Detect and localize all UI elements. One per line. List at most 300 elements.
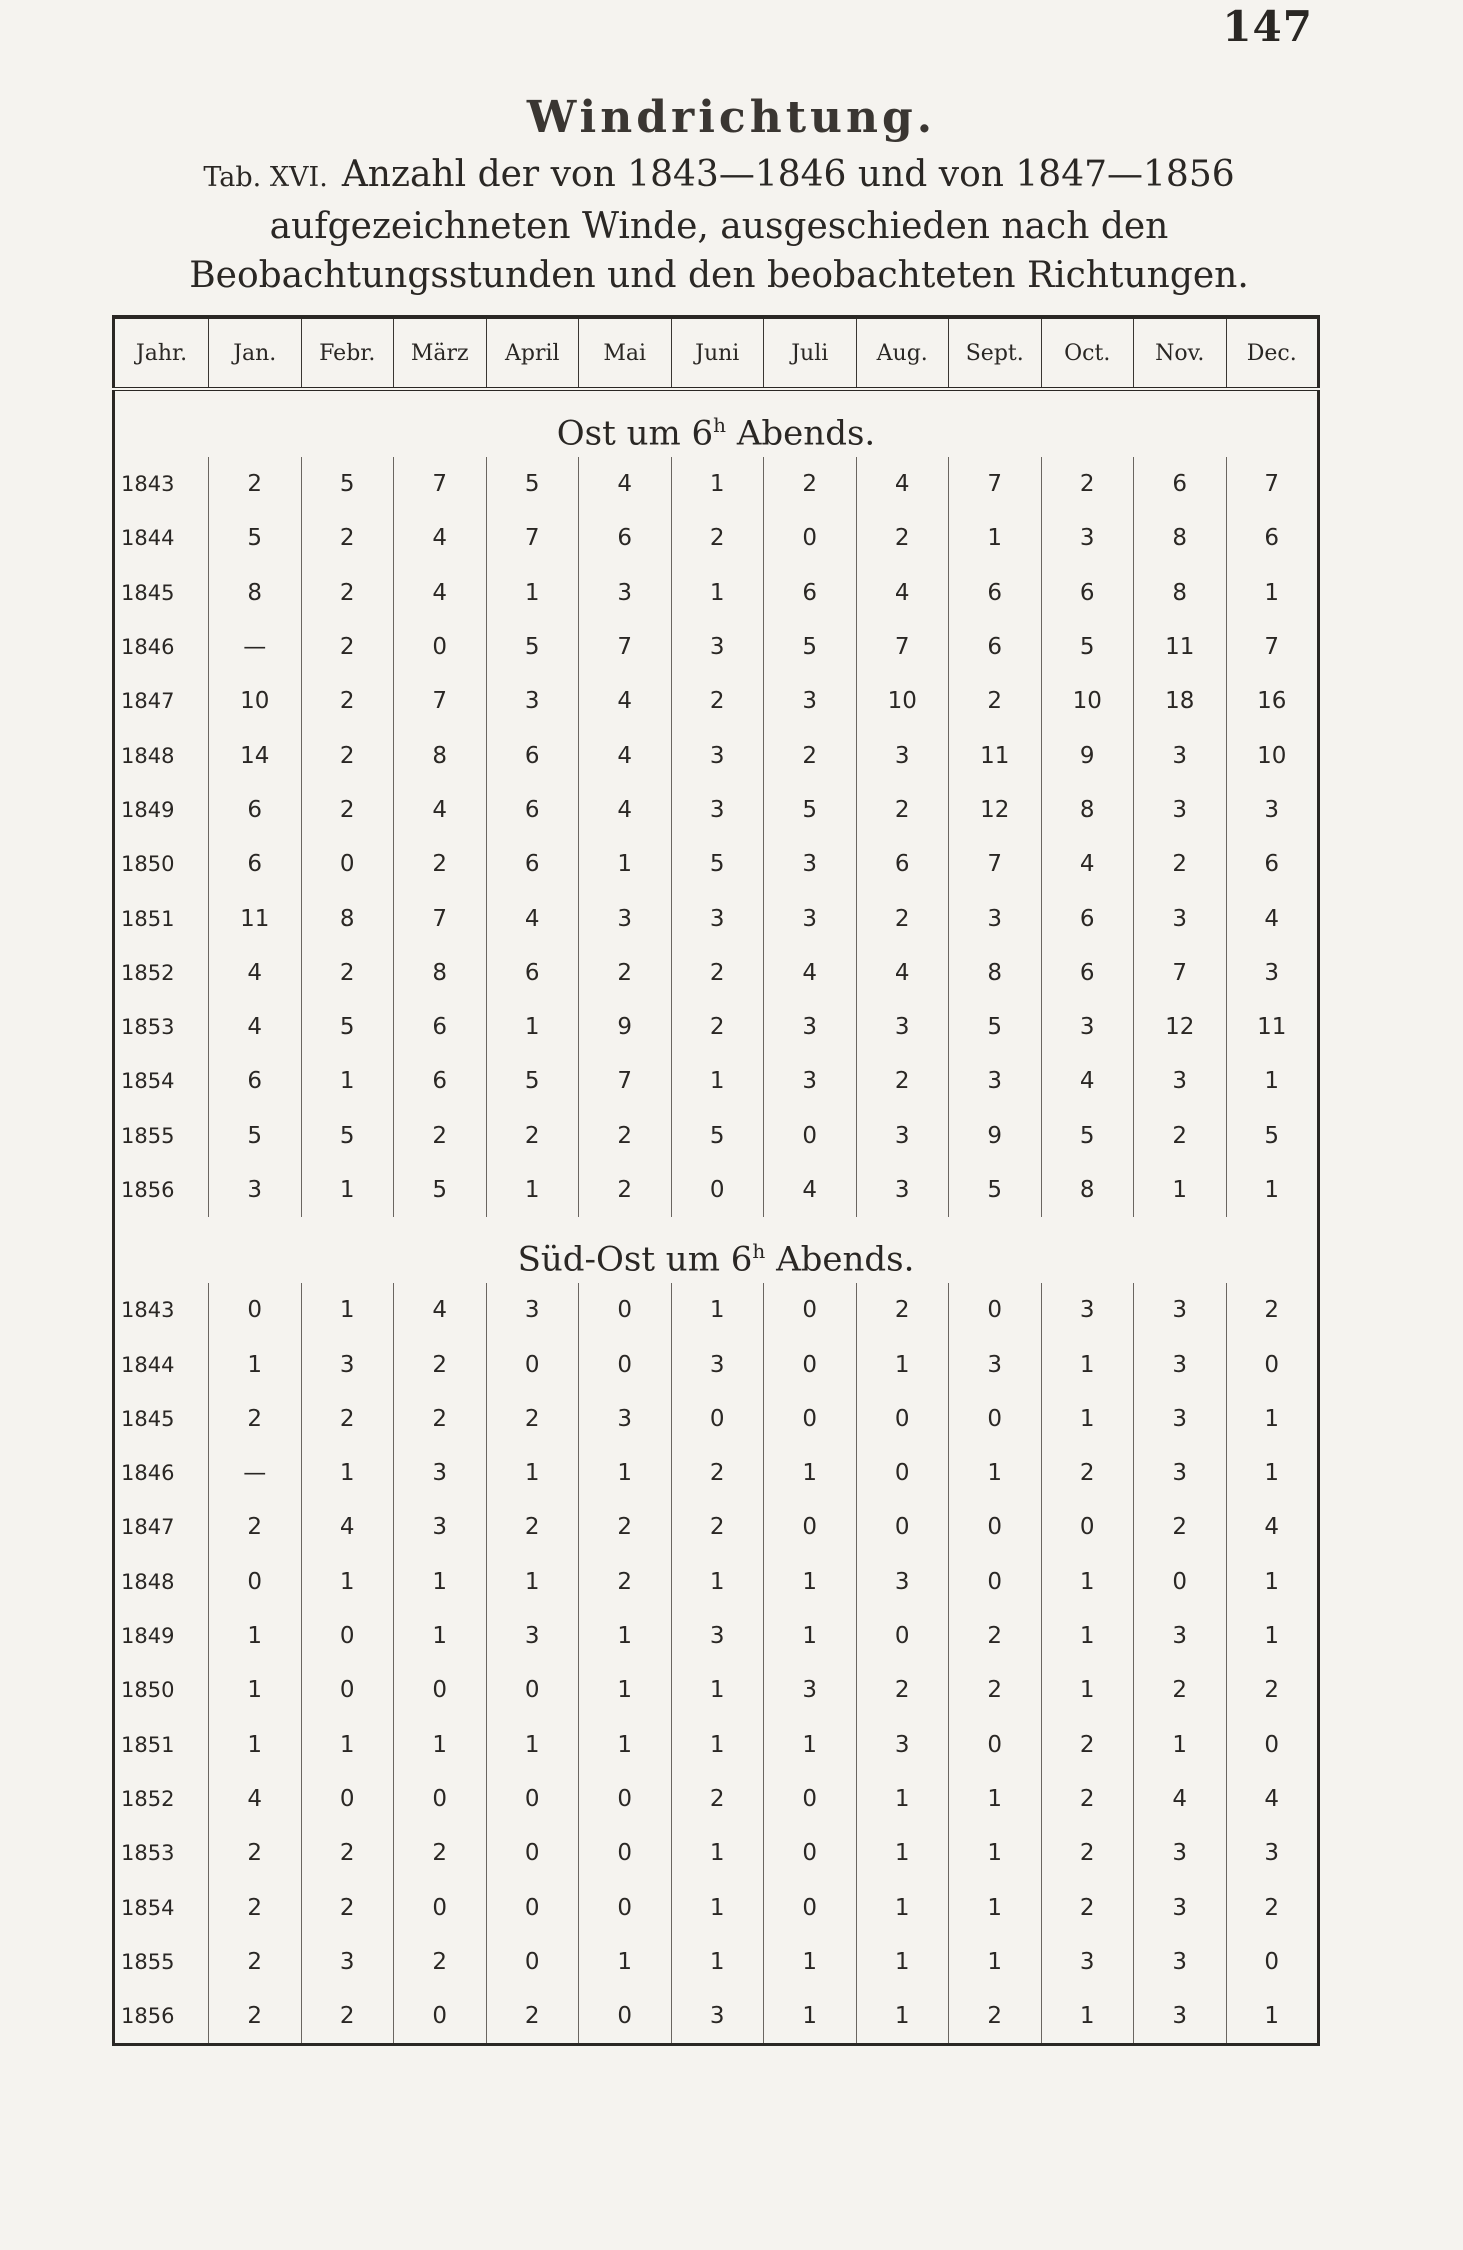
page-number: 147 bbox=[1222, 2, 1313, 51]
table-body bbox=[114, 389, 1319, 2045]
year-cell: 1848 bbox=[114, 1555, 209, 1609]
count-cell: 2 bbox=[1041, 457, 1134, 511]
count-cell: 4 bbox=[1041, 837, 1134, 891]
count-cell: 2 bbox=[856, 783, 949, 837]
count-cell: 2 bbox=[209, 1392, 302, 1446]
count-cell: 0 bbox=[486, 1935, 579, 1989]
count-cell: 1 bbox=[671, 1663, 764, 1717]
count-cell: 1 bbox=[209, 1337, 302, 1391]
count-cell: 0 bbox=[301, 1663, 394, 1717]
count-cell: 4 bbox=[1134, 1772, 1227, 1826]
count-cell: 2 bbox=[671, 1772, 764, 1826]
count-cell: 1 bbox=[301, 1718, 394, 1772]
year-cell: 1853 bbox=[114, 1000, 209, 1054]
count-cell: 4 bbox=[394, 566, 487, 620]
count-cell: 2 bbox=[856, 1283, 949, 1337]
count-cell: 2 bbox=[671, 946, 764, 1000]
count-cell: 1 bbox=[764, 1989, 857, 2045]
count-cell: 2 bbox=[1041, 1446, 1134, 1500]
count-cell: 1 bbox=[949, 1772, 1042, 1826]
count-cell: 1 bbox=[671, 566, 764, 620]
count-cell: 2 bbox=[301, 1880, 394, 1934]
year-cell: 1848 bbox=[114, 728, 209, 782]
count-cell: 1 bbox=[579, 1663, 672, 1717]
count-cell: 0 bbox=[209, 1283, 302, 1337]
count-cell: 5 bbox=[486, 1054, 579, 1108]
count-cell: 4 bbox=[394, 1283, 487, 1337]
count-cell: 3 bbox=[856, 1109, 949, 1163]
table-row bbox=[114, 1718, 1319, 1772]
count-cell: 9 bbox=[949, 1109, 1042, 1163]
table-row bbox=[114, 1555, 1319, 1609]
count-cell: 7 bbox=[579, 1054, 672, 1108]
count-cell: 0 bbox=[856, 1392, 949, 1446]
count-cell: 0 bbox=[486, 1772, 579, 1826]
count-cell: 0 bbox=[856, 1446, 949, 1500]
count-cell: 8 bbox=[1134, 566, 1227, 620]
count-cell: 4 bbox=[764, 946, 857, 1000]
count-cell: 6 bbox=[486, 783, 579, 837]
count-cell: 4 bbox=[856, 457, 949, 511]
count-cell: 1 bbox=[301, 1054, 394, 1108]
count-cell: 2 bbox=[486, 1500, 579, 1554]
count-cell: 6 bbox=[209, 1054, 302, 1108]
count-cell: 0 bbox=[394, 1989, 487, 2045]
count-cell: 7 bbox=[486, 511, 579, 565]
year-cell: 1843 bbox=[114, 1283, 209, 1337]
count-cell: 2 bbox=[301, 783, 394, 837]
count-cell: 1 bbox=[579, 1446, 672, 1500]
column-header-month: Nov. bbox=[1134, 317, 1227, 389]
count-cell: 3 bbox=[856, 1555, 949, 1609]
count-cell: 0 bbox=[764, 1392, 857, 1446]
count-cell: 3 bbox=[856, 1718, 949, 1772]
count-cell: 1 bbox=[1226, 1163, 1319, 1217]
count-cell: 2 bbox=[301, 674, 394, 728]
table-row bbox=[114, 566, 1319, 620]
table-row bbox=[114, 728, 1319, 782]
count-cell: 2 bbox=[949, 1609, 1042, 1663]
count-cell: 9 bbox=[1041, 728, 1134, 782]
count-cell: 1 bbox=[949, 1826, 1042, 1880]
year-cell: 1850 bbox=[114, 837, 209, 891]
count-cell: 2 bbox=[209, 1989, 302, 2045]
count-cell: 2 bbox=[394, 837, 487, 891]
count-cell: 6 bbox=[949, 566, 1042, 620]
count-cell: 0 bbox=[764, 1337, 857, 1391]
count-cell: 3 bbox=[486, 674, 579, 728]
count-cell: 6 bbox=[394, 1054, 487, 1108]
table-row bbox=[114, 1337, 1319, 1391]
table-label: Tab. XVI. bbox=[203, 162, 328, 193]
count-cell: 18 bbox=[1134, 674, 1227, 728]
count-cell: 2 bbox=[949, 1663, 1042, 1717]
count-cell: 2 bbox=[1134, 1663, 1227, 1717]
count-cell: 4 bbox=[394, 511, 487, 565]
column-header-month: Oct. bbox=[1041, 317, 1134, 389]
count-cell: 1 bbox=[394, 1718, 487, 1772]
table-row bbox=[114, 1935, 1319, 1989]
count-cell: 0 bbox=[486, 1337, 579, 1391]
count-cell: 1 bbox=[764, 1446, 857, 1500]
column-header-month: Sept. bbox=[949, 317, 1042, 389]
count-cell: 2 bbox=[1041, 1772, 1134, 1826]
count-cell: 3 bbox=[301, 1935, 394, 1989]
count-cell: 2 bbox=[301, 1392, 394, 1446]
count-cell: 1 bbox=[579, 1935, 672, 1989]
count-cell: 1 bbox=[949, 1446, 1042, 1500]
count-cell: 3 bbox=[1134, 1446, 1227, 1500]
year-cell: 1851 bbox=[114, 891, 209, 945]
count-cell: 0 bbox=[486, 1826, 579, 1880]
count-cell: 5 bbox=[301, 457, 394, 511]
count-cell: 8 bbox=[1134, 511, 1227, 565]
count-cell: 3 bbox=[671, 783, 764, 837]
count-cell: 1 bbox=[856, 1337, 949, 1391]
count-cell: 7 bbox=[949, 457, 1042, 511]
count-cell: 3 bbox=[1134, 1392, 1227, 1446]
count-cell: 3 bbox=[1041, 1935, 1134, 1989]
year-cell: 1847 bbox=[114, 1500, 209, 1554]
count-cell: 5 bbox=[209, 511, 302, 565]
count-cell: 1 bbox=[1226, 1054, 1319, 1108]
year-cell: 1846 bbox=[114, 620, 209, 674]
count-cell: 1 bbox=[949, 1880, 1042, 1934]
count-cell: 1 bbox=[1226, 1989, 1319, 2045]
count-cell: 0 bbox=[579, 1772, 672, 1826]
count-cell: 1 bbox=[1226, 1555, 1319, 1609]
count-cell: 2 bbox=[1226, 1283, 1319, 1337]
count-cell: — bbox=[209, 1446, 302, 1500]
count-cell: 2 bbox=[486, 1109, 579, 1163]
count-cell: 1 bbox=[1041, 1989, 1134, 2045]
count-cell: 0 bbox=[764, 511, 857, 565]
table-row bbox=[114, 1000, 1319, 1054]
column-header-year: Jahr. bbox=[114, 317, 209, 389]
count-cell: 3 bbox=[949, 1337, 1042, 1391]
count-cell: 7 bbox=[1134, 946, 1227, 1000]
count-cell: 2 bbox=[856, 891, 949, 945]
year-cell: 1856 bbox=[114, 1989, 209, 2045]
count-cell: 3 bbox=[1134, 1935, 1227, 1989]
count-cell: 3 bbox=[1134, 728, 1227, 782]
count-cell: 3 bbox=[671, 1609, 764, 1663]
count-cell: 1 bbox=[764, 1935, 857, 1989]
table-row bbox=[114, 511, 1319, 565]
wind-table bbox=[112, 315, 1320, 2046]
count-cell: 1 bbox=[671, 1555, 764, 1609]
count-cell: 3 bbox=[1134, 783, 1227, 837]
year-cell: 1852 bbox=[114, 1772, 209, 1826]
count-cell: 2 bbox=[301, 1989, 394, 2045]
count-cell: 6 bbox=[579, 511, 672, 565]
count-cell: 7 bbox=[394, 891, 487, 945]
count-cell: 0 bbox=[671, 1392, 764, 1446]
count-cell: 6 bbox=[209, 837, 302, 891]
count-cell: 3 bbox=[394, 1500, 487, 1554]
count-cell: 4 bbox=[856, 946, 949, 1000]
count-cell: 2 bbox=[394, 1935, 487, 1989]
count-cell: 3 bbox=[764, 1663, 857, 1717]
column-header-month: Jan. bbox=[209, 317, 302, 389]
count-cell: 4 bbox=[856, 566, 949, 620]
count-cell: 0 bbox=[1226, 1718, 1319, 1772]
count-cell: 6 bbox=[949, 620, 1042, 674]
count-cell: 0 bbox=[394, 1772, 487, 1826]
count-cell: 3 bbox=[764, 837, 857, 891]
count-cell: 1 bbox=[671, 1054, 764, 1108]
count-cell: 1 bbox=[1226, 1392, 1319, 1446]
count-cell: 1 bbox=[486, 566, 579, 620]
table-row bbox=[114, 891, 1319, 945]
count-cell: 0 bbox=[1226, 1935, 1319, 1989]
count-cell: 7 bbox=[1226, 457, 1319, 511]
wind-table-container bbox=[112, 315, 1317, 2065]
count-cell: 1 bbox=[949, 511, 1042, 565]
count-cell: 3 bbox=[949, 891, 1042, 945]
count-cell: 4 bbox=[1041, 1054, 1134, 1108]
count-cell: 2 bbox=[301, 620, 394, 674]
table-row bbox=[114, 1772, 1319, 1826]
section-title-row bbox=[114, 389, 1319, 457]
count-cell: 3 bbox=[1226, 783, 1319, 837]
count-cell: 2 bbox=[209, 1880, 302, 1934]
count-cell: 3 bbox=[671, 728, 764, 782]
count-cell: 3 bbox=[856, 728, 949, 782]
count-cell: 0 bbox=[949, 1718, 1042, 1772]
count-cell: 2 bbox=[579, 1500, 672, 1554]
count-cell: 3 bbox=[764, 891, 857, 945]
table-row bbox=[114, 1109, 1319, 1163]
count-cell: 6 bbox=[394, 1000, 487, 1054]
count-cell: — bbox=[209, 620, 302, 674]
column-header-month: Mai bbox=[579, 317, 672, 389]
count-cell: 3 bbox=[486, 1609, 579, 1663]
count-cell: 0 bbox=[1226, 1337, 1319, 1391]
count-cell: 0 bbox=[394, 1880, 487, 1934]
count-cell: 5 bbox=[949, 1000, 1042, 1054]
column-header-month: Juli bbox=[764, 317, 857, 389]
count-cell: 2 bbox=[671, 1446, 764, 1500]
count-cell: 2 bbox=[1134, 837, 1227, 891]
count-cell: 2 bbox=[1226, 1880, 1319, 1934]
count-cell: 2 bbox=[949, 674, 1042, 728]
count-cell: 0 bbox=[1134, 1555, 1227, 1609]
count-cell: 3 bbox=[1134, 1989, 1227, 2045]
count-cell: 2 bbox=[209, 457, 302, 511]
count-cell: 0 bbox=[394, 620, 487, 674]
count-cell: 1 bbox=[764, 1609, 857, 1663]
count-cell: 5 bbox=[301, 1109, 394, 1163]
count-cell: 4 bbox=[486, 891, 579, 945]
count-cell: 5 bbox=[394, 1163, 487, 1217]
table-row bbox=[114, 837, 1319, 891]
count-cell: 0 bbox=[301, 1772, 394, 1826]
table-row bbox=[114, 1500, 1319, 1554]
count-cell: 5 bbox=[1226, 1109, 1319, 1163]
count-cell: 2 bbox=[1041, 1718, 1134, 1772]
year-cell: 1847 bbox=[114, 674, 209, 728]
count-cell: 3 bbox=[764, 1000, 857, 1054]
year-cell: 1849 bbox=[114, 1609, 209, 1663]
year-cell: 1845 bbox=[114, 566, 209, 620]
count-cell: 0 bbox=[486, 1880, 579, 1934]
count-cell: 7 bbox=[394, 457, 487, 511]
count-cell: 7 bbox=[394, 674, 487, 728]
count-cell: 5 bbox=[1041, 1109, 1134, 1163]
count-cell: 1 bbox=[949, 1935, 1042, 1989]
count-cell: 1 bbox=[209, 1609, 302, 1663]
count-cell: 1 bbox=[579, 837, 672, 891]
count-cell: 1 bbox=[1226, 1446, 1319, 1500]
section-title: Ost um 6$^h$ Abends. bbox=[114, 389, 1319, 457]
table-row bbox=[114, 1054, 1319, 1108]
count-cell: 0 bbox=[856, 1500, 949, 1554]
count-cell: 2 bbox=[394, 1109, 487, 1163]
year-cell: 1849 bbox=[114, 783, 209, 837]
count-cell: 3 bbox=[579, 1392, 672, 1446]
count-cell: 2 bbox=[671, 1500, 764, 1554]
count-cell: 1 bbox=[1134, 1718, 1227, 1772]
count-cell: 6 bbox=[1226, 511, 1319, 565]
count-cell: 1 bbox=[1041, 1555, 1134, 1609]
count-cell: 3 bbox=[949, 1054, 1042, 1108]
count-cell: 7 bbox=[1226, 620, 1319, 674]
count-cell: 5 bbox=[486, 620, 579, 674]
count-cell: 1 bbox=[1041, 1663, 1134, 1717]
count-cell: 1 bbox=[301, 1555, 394, 1609]
count-cell: 1 bbox=[764, 1555, 857, 1609]
table-row bbox=[114, 457, 1319, 511]
column-header-month: April bbox=[486, 317, 579, 389]
count-cell: 0 bbox=[949, 1283, 1042, 1337]
count-cell: 1 bbox=[486, 1000, 579, 1054]
count-cell: 0 bbox=[671, 1163, 764, 1217]
count-cell: 4 bbox=[209, 1772, 302, 1826]
count-cell: 2 bbox=[764, 457, 857, 511]
count-cell: 1 bbox=[1134, 1163, 1227, 1217]
count-cell: 2 bbox=[671, 674, 764, 728]
count-cell: 6 bbox=[486, 728, 579, 782]
count-cell: 1 bbox=[671, 1283, 764, 1337]
year-cell: 1846 bbox=[114, 1446, 209, 1500]
count-cell: 1 bbox=[856, 1772, 949, 1826]
table-row bbox=[114, 1989, 1319, 2045]
count-cell: 1 bbox=[856, 1826, 949, 1880]
count-cell: 2 bbox=[394, 1337, 487, 1391]
count-cell: 3 bbox=[856, 1000, 949, 1054]
year-cell: 1844 bbox=[114, 1337, 209, 1391]
count-cell: 1 bbox=[301, 1446, 394, 1500]
count-cell: 8 bbox=[394, 946, 487, 1000]
count-cell: 2 bbox=[1134, 1109, 1227, 1163]
count-cell: 1 bbox=[671, 1718, 764, 1772]
count-cell: 9 bbox=[579, 1000, 672, 1054]
count-cell: 0 bbox=[764, 1826, 857, 1880]
year-cell: 1852 bbox=[114, 946, 209, 1000]
table-row bbox=[114, 674, 1319, 728]
count-cell: 1 bbox=[671, 1935, 764, 1989]
count-cell: 8 bbox=[301, 891, 394, 945]
count-cell: 10 bbox=[1226, 728, 1319, 782]
count-cell: 6 bbox=[856, 837, 949, 891]
count-cell: 2 bbox=[486, 1392, 579, 1446]
count-cell: 0 bbox=[579, 1826, 672, 1880]
count-cell: 2 bbox=[301, 728, 394, 782]
count-cell: 7 bbox=[579, 620, 672, 674]
count-cell: 8 bbox=[209, 566, 302, 620]
count-cell: 1 bbox=[1041, 1609, 1134, 1663]
count-cell: 2 bbox=[671, 511, 764, 565]
year-cell: 1850 bbox=[114, 1663, 209, 1717]
count-cell: 6 bbox=[1041, 946, 1134, 1000]
count-cell: 4 bbox=[1226, 1500, 1319, 1554]
count-cell: 0 bbox=[949, 1500, 1042, 1554]
column-header-month: Dec. bbox=[1226, 317, 1319, 389]
count-cell: 3 bbox=[764, 674, 857, 728]
count-cell: 3 bbox=[1041, 1000, 1134, 1054]
count-cell: 10 bbox=[209, 674, 302, 728]
table-row bbox=[114, 1880, 1319, 1934]
count-cell: 2 bbox=[1134, 1500, 1227, 1554]
count-cell: 2 bbox=[764, 728, 857, 782]
count-cell: 1 bbox=[209, 1718, 302, 1772]
count-cell: 6 bbox=[486, 946, 579, 1000]
year-cell: 1853 bbox=[114, 1826, 209, 1880]
count-cell: 5 bbox=[301, 1000, 394, 1054]
count-cell: 5 bbox=[671, 837, 764, 891]
count-cell: 5 bbox=[764, 620, 857, 674]
count-cell: 0 bbox=[209, 1555, 302, 1609]
count-cell: 0 bbox=[764, 1880, 857, 1934]
count-cell: 1 bbox=[1041, 1392, 1134, 1446]
count-cell: 1 bbox=[856, 1935, 949, 1989]
count-cell: 1 bbox=[486, 1446, 579, 1500]
year-cell: 1854 bbox=[114, 1880, 209, 1934]
count-cell: 0 bbox=[949, 1555, 1042, 1609]
count-cell: 1 bbox=[671, 1880, 764, 1934]
count-cell: 8 bbox=[1041, 783, 1134, 837]
count-cell: 6 bbox=[764, 566, 857, 620]
count-cell: 2 bbox=[579, 1555, 672, 1609]
table-row bbox=[114, 1392, 1319, 1446]
count-cell: 1 bbox=[1226, 1609, 1319, 1663]
count-cell: 2 bbox=[579, 946, 672, 1000]
year-cell: 1856 bbox=[114, 1163, 209, 1217]
count-cell: 1 bbox=[486, 1555, 579, 1609]
count-cell: 2 bbox=[394, 1392, 487, 1446]
table-row bbox=[114, 1446, 1319, 1500]
count-cell: 3 bbox=[671, 1337, 764, 1391]
count-cell: 3 bbox=[394, 1446, 487, 1500]
count-cell: 6 bbox=[209, 783, 302, 837]
count-cell: 2 bbox=[209, 1826, 302, 1880]
count-cell: 0 bbox=[949, 1392, 1042, 1446]
count-cell: 6 bbox=[1041, 566, 1134, 620]
count-cell: 5 bbox=[764, 783, 857, 837]
count-cell: 4 bbox=[394, 783, 487, 837]
count-cell: 3 bbox=[579, 566, 672, 620]
count-cell: 2 bbox=[1041, 1880, 1134, 1934]
table-row bbox=[114, 783, 1319, 837]
count-cell: 2 bbox=[209, 1935, 302, 1989]
count-cell: 0 bbox=[1041, 1500, 1134, 1554]
count-cell: 2 bbox=[486, 1989, 579, 2045]
count-cell: 0 bbox=[764, 1109, 857, 1163]
count-cell: 12 bbox=[1134, 1000, 1227, 1054]
count-cell: 4 bbox=[764, 1163, 857, 1217]
section-title-row bbox=[114, 1217, 1319, 1283]
